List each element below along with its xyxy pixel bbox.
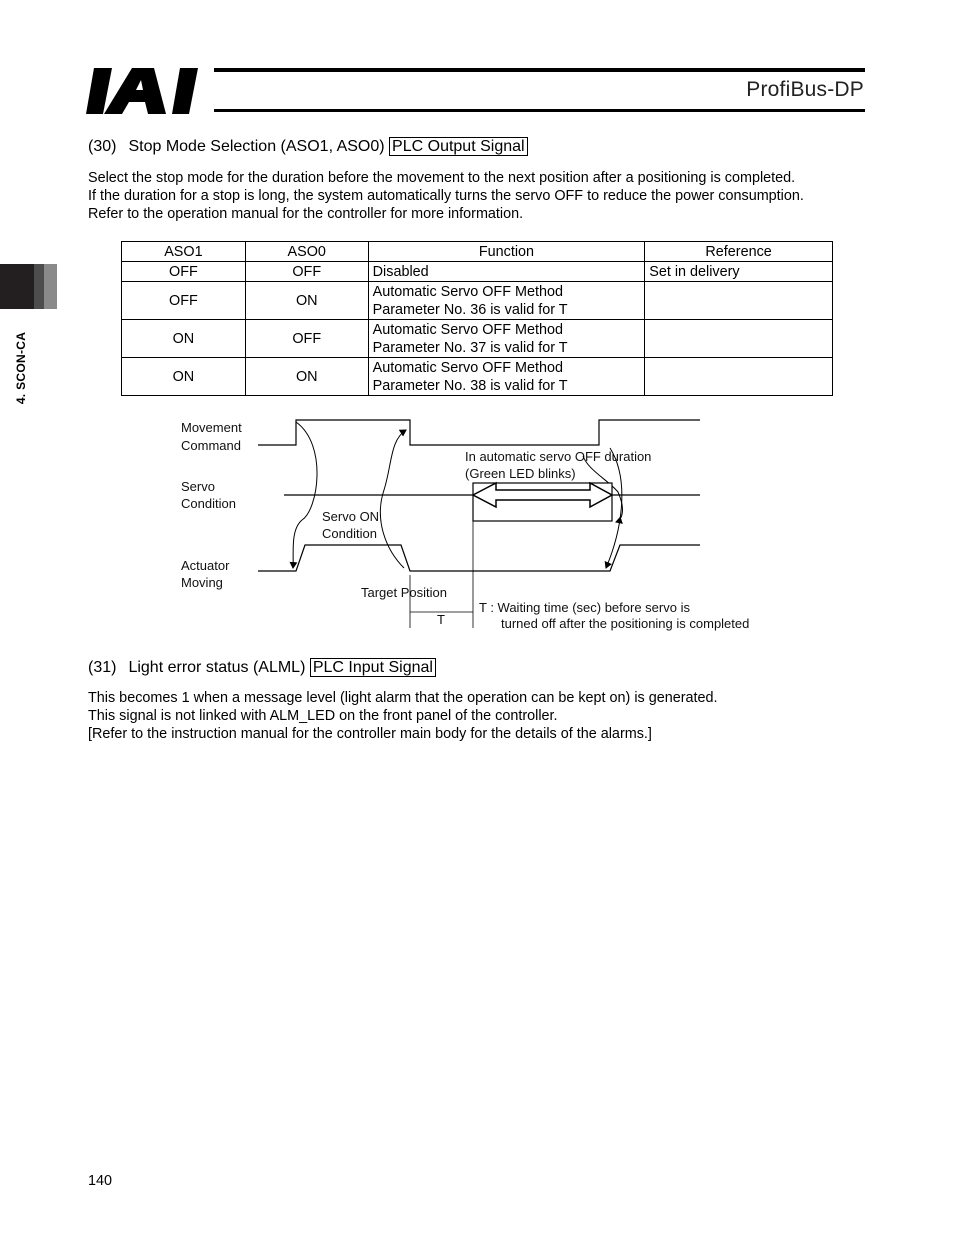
cell-aso1: ON	[122, 358, 246, 396]
function-method: Automatic Servo OFF Method	[372, 283, 564, 300]
cell-aso1: OFF	[122, 282, 246, 320]
section-31-title: Light error status (ALML)	[128, 659, 306, 676]
table-row	[122, 320, 833, 358]
header-aso0: ASO0	[245, 242, 368, 262]
section-30-line: Select the stop mode for the duration before the movement to the next position after a positioning is completed.	[88, 170, 796, 186]
table-row	[122, 282, 833, 320]
label-auto-servo-off: In automatic servo OFF duration	[465, 449, 652, 464]
function-parameter: Parameter No. 37 is valid for T	[372, 339, 568, 356]
section-30-number: (30)	[88, 138, 117, 155]
chapter-tab-dark	[0, 264, 34, 309]
section-30-title: Stop Mode Selection (ASO1, ASO0)	[128, 138, 385, 155]
cell-aso0: ON	[245, 358, 368, 396]
function-parameter: Parameter No. 36 is valid for T	[372, 301, 568, 318]
table-header-row	[122, 242, 833, 262]
section-30-heading	[88, 138, 528, 156]
cell-aso1: OFF	[122, 262, 246, 282]
cell-reference: Set in delivery	[645, 262, 833, 282]
function-method: Automatic Servo OFF Method	[372, 359, 564, 376]
cell-aso1: ON	[122, 320, 246, 358]
movement-command-waveform	[258, 420, 700, 445]
section-31-description	[88, 689, 718, 743]
section-31-heading	[88, 659, 436, 677]
cell-aso0: OFF	[245, 320, 368, 358]
table-row	[122, 358, 833, 396]
servo-timing-diagram	[160, 410, 800, 635]
plc-output-signal-badge: PLC Output Signal	[389, 137, 528, 156]
chapter-tab-mid	[34, 264, 44, 309]
section-31-number: (31)	[88, 659, 117, 676]
label-t: T	[437, 612, 445, 627]
section-30-line: Refer to the operation manual for the controller for more information.	[88, 206, 524, 222]
section-31-line: This becomes 1 when a message level (light alarm that the operation can be kept on) is generated.	[88, 690, 718, 706]
function-method: Automatic Servo OFF Method	[372, 321, 564, 338]
cell-function: Disabled	[368, 262, 645, 282]
label-movement-command: Movement	[181, 420, 242, 435]
page-number: 140	[88, 1173, 113, 1189]
cell-reference	[645, 320, 833, 358]
cell-reference	[645, 282, 833, 320]
label-t-note: T : Waiting time (sec) before servo is	[479, 600, 690, 615]
header-rule-bottom	[214, 109, 865, 112]
chapter-side-label: 4. SCON-CA	[14, 331, 28, 405]
label-servo-condition: Servo	[181, 479, 215, 494]
header-rule-top	[214, 68, 865, 72]
cell-reference	[645, 358, 833, 396]
header-function: Function	[368, 242, 645, 262]
cell-function	[368, 282, 645, 320]
section-31-line: [Refer to the instruction manual for the controller main body for the details of the alarms.]	[88, 726, 652, 742]
section-31-line: This signal is not linked with ALM_LED on the front panel of the controller.	[88, 708, 558, 724]
header-product-title: ProfiBus-DP	[746, 78, 864, 101]
label-target-position: Target Position	[361, 585, 447, 600]
label-servo-on-condition: Servo ON	[322, 509, 380, 524]
cell-aso0: OFF	[245, 262, 368, 282]
cell-function	[368, 358, 645, 396]
stop-mode-table	[121, 241, 833, 396]
chapter-tab-light	[44, 264, 57, 309]
header-aso1: ASO1	[122, 242, 246, 262]
label-actuator-moving: Actuator	[181, 558, 230, 573]
iai-logo	[86, 66, 206, 116]
section-30-line: If the duration for a stop is long, the system automatically turns the servo OFF to reduce the power consumption.	[88, 188, 804, 204]
cell-aso0: ON	[245, 282, 368, 320]
function-parameter: Parameter No. 38 is valid for T	[372, 377, 568, 394]
label-servo-condition: Condition	[181, 496, 236, 511]
actuator-moving-waveform	[258, 545, 700, 571]
table-row	[122, 262, 833, 282]
label-t-note: turned off after the positioning is completed	[501, 616, 750, 631]
header-reference: Reference	[645, 242, 833, 262]
label-auto-servo-off: (Green LED blinks)	[465, 466, 576, 481]
plc-input-signal-badge: PLC Input Signal	[310, 658, 436, 677]
cell-function	[368, 320, 645, 358]
section-30-description	[88, 169, 804, 223]
label-actuator-moving: Moving	[181, 575, 223, 590]
label-movement-command: Command	[181, 438, 241, 453]
label-servo-on-condition: Condition	[322, 526, 377, 541]
